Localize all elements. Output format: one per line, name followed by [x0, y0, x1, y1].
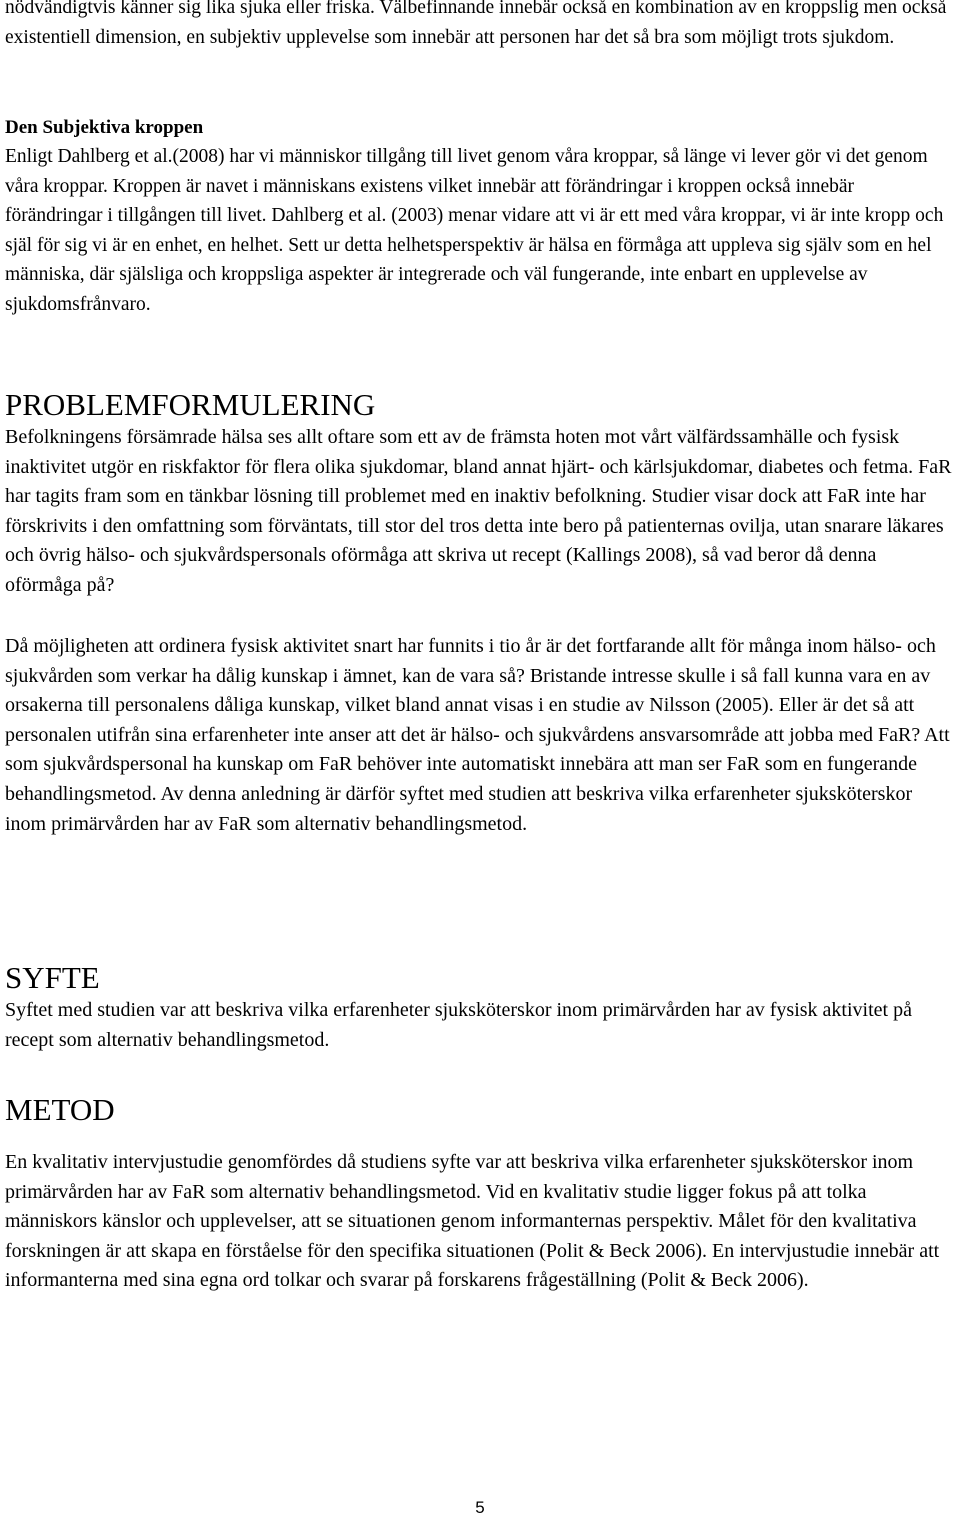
aim-section	[5, 960, 953, 1055]
problem-heading: PROBLEMFORMULERING	[5, 387, 376, 422]
aim-heading: SYFTE	[5, 960, 100, 995]
subjective-body-paragraph: Enligt Dahlberg et al.(2008) har vi människor tillgång till livet genom våra kroppar, så länge vi lever gör vi det genom våra kroppar. Kroppen är navet i människans existens vilket innebär att förändringar i kroppen också innebär förändringar i tillgången till livet. Dahlberg et al. (2003) menar vidare att vi är ett med våra kroppar, vi är inte kropp och själ för sig vi är en enhet, en helhet. Sett ur detta helhetsperspektiv är hälsa en förmåga att uppleva sig själv som en hel människa, där själsliga och kroppsliga aspekter är integrerade och väl fungerande, inte enbart en upplevelse av sjukdomsfrånvaro.	[5, 146, 944, 315]
problem-section	[5, 387, 953, 601]
method-paragraph: En kvalitativ intervjustudie genomfördes då studiens syfte var att beskriva vilka erfarenheter sjuksköterskor inom primärvården har av FaR som alternativ behandlingsmetod. Vid en kvalitativ studie ligger fokus på att tolka människors känslor och upplevelser, att se situationen genom informanternas perspektiv. Målet för den kvalitativa forskningen är att skapa en förståelse för den specifika situationen (Polit & Beck 2006). En intervjustudie innebär att informanterna med sina egna ord tolkar och svarar på forskarens frågeställning (Polit & Beck 2006).	[5, 1151, 940, 1292]
problem-paragraph-1: Befolkningens försämrade hälsa ses allt oftare som ett av de främsta hoten mot vårt välfärdssamhälle och fysisk inaktivitet utgör en riskfaktor för flera olika sjukdomar, bland annat hjärt- och kärlsjukdomar, diabetes och fetma. FaR har tagits fram som en tänkbar lösning till problemet med en inaktiv befolkning. Studier visar dock att FaR inte har förskrivits i den omfattning som förväntats, till stor del tros detta inte bero på patienternas ovilja, utan snarare läkares och övrig hälso- och sjukvårdspersonals oförmåga att skriva ut recept (Kallings 2008), så vad beror då denna oförmåga på?	[5, 426, 952, 596]
aim-paragraph: Syftet med studien var att beskriva vilka erfarenheter sjuksköterskor inom primärvården har av fysisk aktivitet på recept som alternativ behandlingsmetod.	[5, 999, 912, 1051]
method-heading: METOD	[5, 1092, 115, 1127]
method-section	[5, 1092, 953, 1296]
subjective-body-section	[5, 113, 953, 319]
page-number: 5	[475, 1498, 485, 1517]
intro-section	[5, 0, 953, 52]
subjective-body-heading: Den Subjektiva kroppen	[5, 117, 204, 138]
problem-section-continued	[5, 632, 953, 839]
problem-paragraph-2: Då möjligheten att ordinera fysisk aktivitet snart har funnits i tio år är det fortfarande allt för många inom hälso- och sjukvården som verkar ha dålig kunskap i ämnet, kan de vara så? Bristande intresse skulle i så fall kunna vara en av orsakerna till personalens dåliga kunskap, vilket bland annat visas i en studie av Nilsson (2005). Eller är det så att personalen utifrån sina erfarenheter inte anser att det är hälso- och sjukvårdens ansvarsområde att jobba med FaR? Att som sjukvårdspersonal ha kunskap om FaR behöver inte automatiskt innebära att man ser FaR som en fungerande behandlingsmetod. Av denna anledning är därför syftet med studien att beskriva vilka erfarenheter sjuksköterskor inom primärvården har av FaR som alternativ behandlingsmetod.	[5, 635, 950, 835]
intro-paragraph: nödvändigtvis känner sig lika sjuka eller friska. Välbefinnande innebär också en kombination av en kroppslig men också existentiell dimension, en subjektiv upplevelse som innebär att personen har det så bra som möjligt trots sjukdom.	[5, 0, 947, 48]
